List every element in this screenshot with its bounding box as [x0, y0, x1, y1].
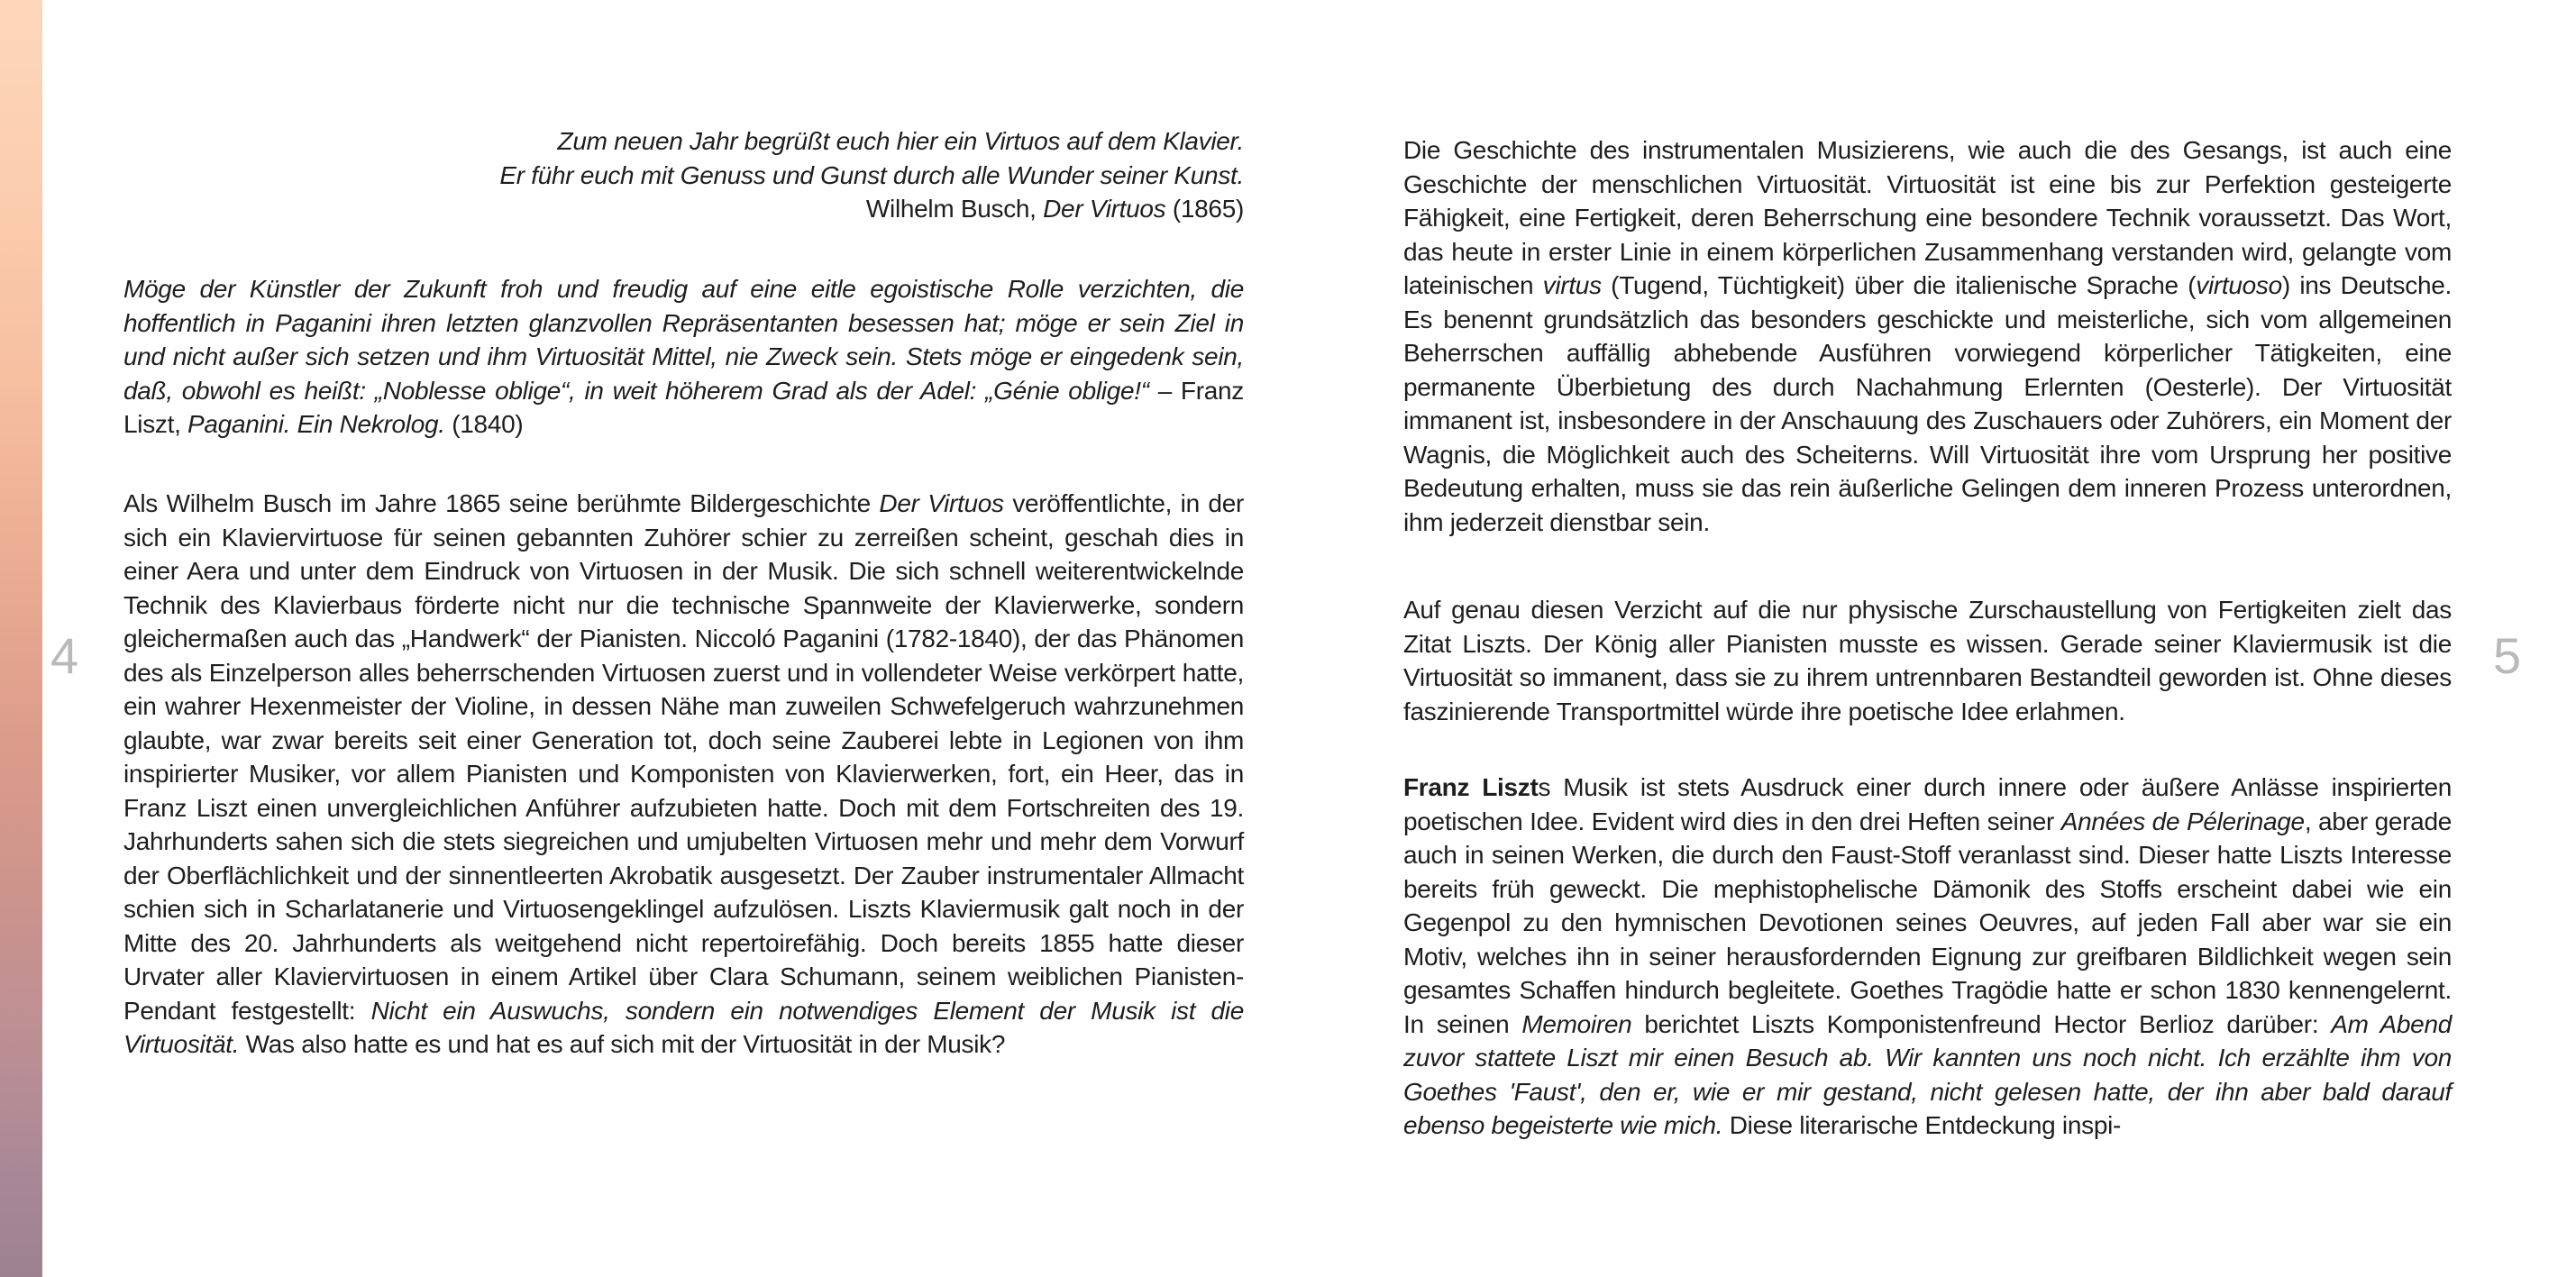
epigraph-busch: [123, 124, 1244, 226]
epigraph-line-2: Er führ euch mit Genuss und Gunst durch alle Wunder seiner Kunst.: [499, 160, 1244, 189]
page-number-right: 5: [2493, 627, 2522, 684]
liszt-motto-quote: Möge der Künstler der Zukunft froh und freudig auf eine eitle egoistische Rolle verzichten, die hoffentlich in Paganini ihren letzten glanzvollen Repräsentanten besessen hat; möge er sein Ziel in und nicht außer sich setzen und ihm Virtuosität Mittel, nie Zweck sein. Stets möge er eingedenk sein, daß, obwohl es heißt: „Noblesse oblige“, in weit höherem Grad als der Adel: „Génie oblige!“ – Franz Liszt, Paganini. Ein Nekrolog. (1840): [123, 275, 1244, 438]
left-page-body-paragraph: Als Wilhelm Busch im Jahre 1865 seine berühmte Bildergeschichte Der Virtuos veröffentlichte, in der sich ein Klaviervirtuose für seinen gebannten Zuhörer schier zu zerreißen scheint, geschah dies in einer Aera und unter dem Eindruck von Virtuosen in der Musik. Die sich schnell weiterentwickelnde Technik des Klavierbaus förderte nicht nur die technische Spannweite der Klavierwerke, sondern gleichermaßen auch das „Handwerk“ der Pianisten. Niccoló Paganini (1782-1840), der das Phänomen des als Einzelperson alles beherrschenden Virtuosen zuerst und in vollendeter Weise verkörpert hatte, ein wahrer Hexenmeister der Violine, in dessen Nähe man zuweilen Schwefelgeruch wahrzunehmen glaubte, war zwar bereits seit einer Generation tot, doch seine Zauberei lebte in Legionen von ihm inspirierter Musiker, vor allem Pianisten und Komponisten von Klavierwerken, fort, ein Heer, das in Franz Liszt einen unvergleichlichen Anführer aufzubieten hatte. Doch mit dem Fortschreiten des 19. Jahrhunderts sahen sich die stets siegreichen und umjubelten Virtuosen mehr und mehr dem Vorwurf der Oberflächlichkeit und der sinnentleerten Akrobatik ausgesetzt. Der Zauber instrumentaler Allmacht schien sich in Scharlatanerie und Virtuosengeklingel aufzulösen. Liszts Klaviermusik galt noch in der Mitte des 20. Jahrhunderts als weitgehend nicht repertoirefähig. Doch bereits 1855 hatte dieser Urvater aller Klaviervirtuosen in einem Artikel über Clara Schumann, seinem weiblichen Pianisten-Pendant festgestellt: Nicht ein Auswuchs, sondern ein notwendiges Element der Musik ist die Virtuosität. Was also hatte es und hat es auf sich mit der Virtuosität in der Musik?: [123, 489, 1244, 1058]
left-edge-gradient-strip: [0, 0, 42, 1277]
right-page-paragraph-2: Auf genau diesen Verzicht auf die nur physische Zurschaustellung von Fertigkeiten zielt das Zitat Liszts. Der König aller Pianisten musste es wissen. Gerade seiner Klaviermusik ist die Virtuosität so immanent, dass sie zu ihrem untrennbaren Bestandteil geworden ist. Ohne dieses faszinierende Transportmittel würde ihre poetische Idee erlahmen.: [1403, 596, 2452, 725]
right-page-paragraph-1: Die Geschichte des instrumentalen Musizierens, wie auch die des Gesangs, ist auch eine Geschichte der menschlichen Virtuosität. Virtuosität ist eine bis zur Perfektion gesteigerte Fähigkeit, eine Fertigkeit, deren Beherrschung eine besondere Technik voraussetzt. Das Wort, das heute in erster Linie in einem körperlichen Zusammenhang verstanden wird, gelangte vom lateinischen virtus (Tugend, Tüchtigkeit) über die italienische Sprache (virtuoso) ins Deutsche. Es benennt grundsätzlich das besonders geschickte und meisterliche, sich vom allgemeinen Beherrschen auffällig abhebende Ausführen vorwiegend körperlicher Tätigkeiten, eine permanente Überbietung des durch Nachahmung Erlernten (Oesterle). Der Virtuosität immanent ist, insbesondere in der Anschauung des Zuschauers oder Zuhörers, ein Moment der Wagnis, die Möglichkeit auch des Scheiterns. Will Virtuosität ihre vom Ursprung her positive Bedeutung erhalten, muss sie das rein äußerliche Gelingen dem inneren Prozess unterordnen, ihm jederzeit dienstbar sein.: [1403, 136, 2452, 536]
epigraph-line-1: Zum neuen Jahr begrüßt euch hier ein Virtuos auf dem Klavier.: [557, 127, 1244, 155]
right-page-paragraph-3: Franz Liszts Musik ist stets Ausdruck einer durch innere oder äußere Anlässe inspirierten poetischen Idee. Evident wird dies in den drei Heften seiner Années de Pélerinage, aber gerade auch in seinen Werken, die durch den Faust-Stoff veranlasst sind. Dieser hatte Liszts Interesse bereits früh geweckt. Die mephistophelische Dämonik des Stoffs erscheint dabei wie ein Gegenpol zu den hymnischen Devotionen seines Oeuvres, auf jeden Fall aber war sie ein Motiv, welches ihn in seiner herausfordernden Eignung zur greifbaren Bildlichkeit wegen sein gesamtes Schaffen hindurch begleitete. Goethes Tragödie hatte er schon 1830 kennengelernt. In seinen Memoiren berichtet Liszts Komponistenfreund Hector Berlioz darüber: Am Abend zuvor stattete Liszt mir einen Besuch ab. Wir kannten uns noch nicht. Ich erzählte ihm von Goethes 'Faust', den er, wie er mir gestand, nicht gelesen hatte, der ihn aber bald darauf ebenso begeisterte wie mich. Diese literarische Entdeckung inspi-: [1403, 773, 2452, 1139]
page-number-left: 4: [50, 627, 79, 684]
epigraph-attribution: Wilhelm Busch, Der Virtuos (1865): [865, 195, 1244, 223]
